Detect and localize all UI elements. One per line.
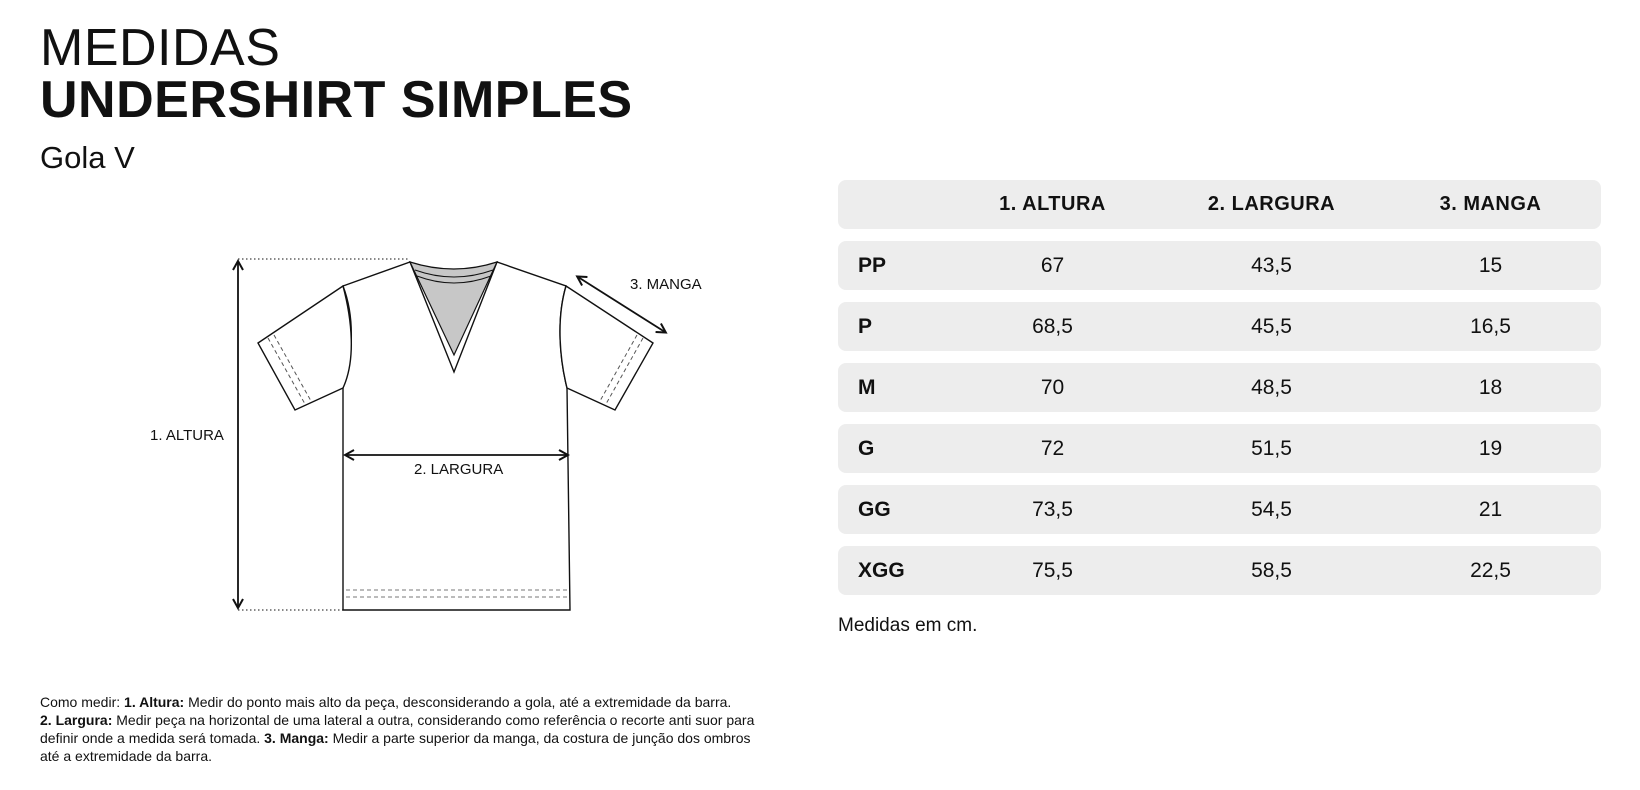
size-label: GG — [858, 497, 891, 521]
table-row — [838, 485, 1601, 534]
altura-value: 73,5 — [1032, 497, 1073, 521]
size-table — [838, 180, 1601, 607]
title-product: UNDERSHIRT SIMPLES — [40, 71, 633, 129]
header-altura: 1. ALTURA — [999, 193, 1106, 215]
instructions-largura-label: 2. Largura: — [40, 712, 113, 728]
table-row — [838, 546, 1601, 595]
instructions-manga-label: 3. Manga: — [264, 730, 329, 746]
table-row — [838, 241, 1601, 290]
instructions-altura-label: 1. Altura: — [124, 694, 185, 710]
instructions-intro: Como medir: — [40, 694, 125, 710]
altura-value: 72 — [1040, 436, 1065, 460]
header-largura: 2. LARGURA — [1207, 193, 1336, 215]
size-label: G — [858, 436, 875, 460]
manga-value: 18 — [1478, 375, 1503, 399]
largura-value: 48,5 — [1251, 375, 1292, 399]
altura-value: 67 — [1040, 253, 1065, 277]
label-manga: 3. MANGA — [630, 276, 702, 293]
label-largura: 2. LARGURA — [414, 461, 504, 478]
altura-value: 75,5 — [1032, 558, 1073, 582]
largura-value: 58,5 — [1251, 558, 1292, 582]
table-row — [838, 363, 1601, 412]
manga-value: 15 — [1478, 253, 1503, 277]
size-label: M — [858, 375, 876, 399]
largura-value: 54,5 — [1251, 497, 1292, 521]
units-note: Medidas em cm. — [838, 615, 978, 636]
table-row — [838, 424, 1601, 473]
instructions-largura-text: Medir peça na horizontal de uma lateral a outra, considerando como referência o recorte anti suor para definir onde a medida será tomada. — [40, 712, 755, 746]
manga-value: 21 — [1478, 497, 1503, 521]
largura-value: 43,5 — [1251, 253, 1292, 277]
altura-value: 68,5 — [1032, 314, 1073, 338]
manga-value: 22,5 — [1470, 558, 1511, 582]
label-altura: 1. ALTURA — [150, 427, 224, 444]
largura-value: 51,5 — [1251, 436, 1292, 460]
header-manga: 3. MANGA — [1439, 193, 1542, 215]
size-label: PP — [858, 253, 887, 277]
table-header-row — [838, 180, 1601, 229]
instructions-manga-text: Medir a parte superior da manga, da costura de junção dos ombros até a extremidade da barra. — [40, 730, 751, 764]
title-medidas: MEDIDAS — [40, 19, 281, 77]
measuring-instructions — [40, 693, 760, 765]
manga-value: 16,5 — [1470, 314, 1511, 338]
subtitle-collar: Gola V — [40, 140, 135, 175]
table-row — [838, 302, 1601, 351]
altura-value: 70 — [1040, 375, 1065, 399]
instructions-altura-text: Medir do ponto mais alto da peça, desconsiderando a gola, até a extremidade da barra. — [184, 694, 732, 710]
size-label: P — [858, 314, 873, 338]
size-label: XGG — [858, 558, 905, 582]
manga-value: 19 — [1478, 436, 1503, 460]
largura-value: 45,5 — [1251, 314, 1292, 338]
